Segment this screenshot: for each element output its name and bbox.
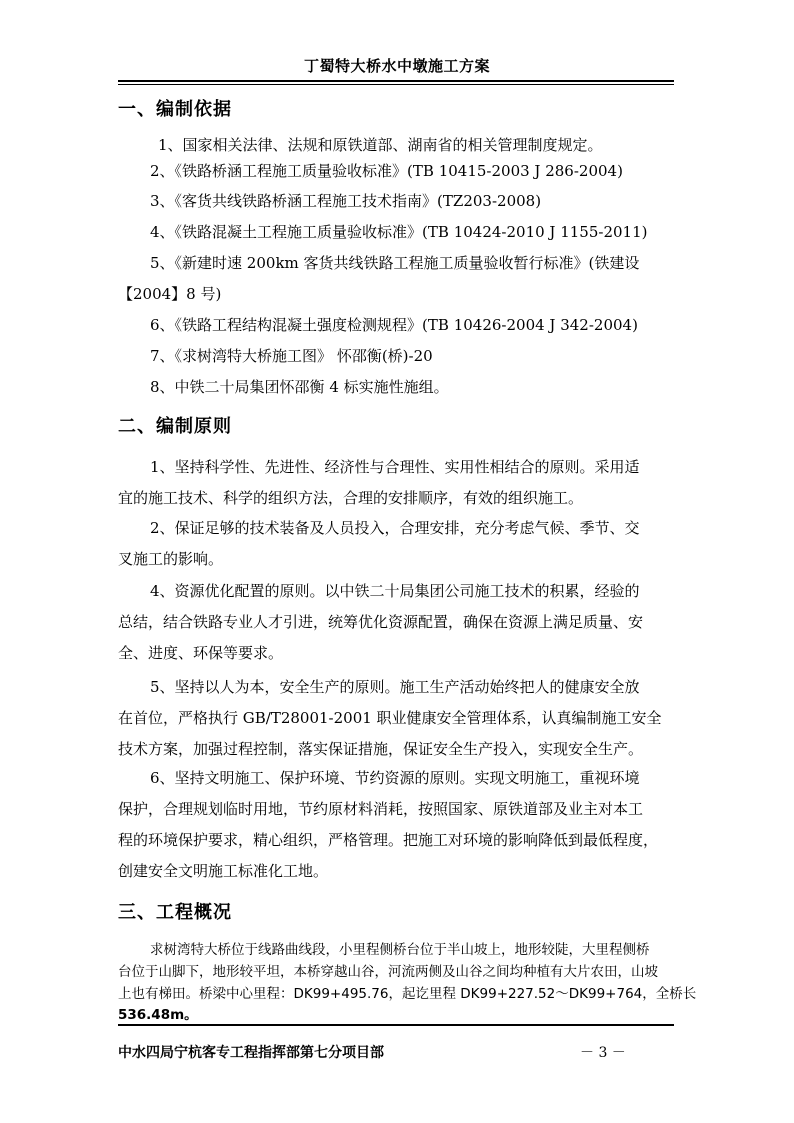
list-item: 7、《求树湾特大桥施工图》 怀邵衡(桥)-20 bbox=[150, 347, 433, 365]
paragraph-line: 1、坚持科学性、先进性、经济性与合理性、实用性相结合的原则。采用适 bbox=[150, 458, 640, 476]
list-item: 3、《客货共线铁路桥涵工程施工技术指南》(TZ203-2008) bbox=[150, 192, 542, 210]
list-item: 5、《新建时速 200km 客货共线铁路工程施工质量验收暂行标准》(铁建设 bbox=[150, 254, 640, 272]
list-item: 【2004】8 号) bbox=[118, 285, 222, 303]
paragraph-line: 创建安全文明施工标准化工地。 bbox=[118, 862, 329, 880]
list-item: 1、国家相关法律、法规和原铁道部、湖南省的相关管理制度规定。 bbox=[158, 136, 603, 154]
paragraph-line: 总结，结合铁路专业人才引进，统筹优化资源配置，确保在资源上满足质量、安 bbox=[118, 613, 644, 631]
paragraph-line: 求树湾特大桥位于线路曲线段，小里程侧桥台位于半山坡上，地形较陡，大里程侧桥 bbox=[150, 942, 650, 958]
page-header-title: 丁蜀特大桥水中墩施工方案 bbox=[303, 57, 490, 75]
paragraph-line: 技术方案，加强过程控制，落实保证措施，保证安全生产投入，实现安全生产。 bbox=[118, 740, 644, 758]
paragraph-line: 程的环境保护要求，精心组织，严格管理。把施工对环境的影响降低到最低程度， bbox=[118, 831, 659, 849]
footer-rule bbox=[118, 1024, 674, 1026]
footer-organization: 中水四局宁杭客专工程指挥部第七分项目部 bbox=[118, 1045, 384, 1061]
paragraph-line: 台位于山脚下，地形较平坦，本桥穿越山谷，河流两侧及山谷之间均种植有大片农田，山坡 bbox=[118, 964, 658, 980]
header-rule bbox=[118, 80, 674, 82]
page-number: － 3 － bbox=[580, 1045, 626, 1061]
list-item: 4、《铁路混凝土工程施工质量验收标准》(TB 10424-2010 J 1155-2011) bbox=[150, 223, 648, 241]
paragraph-line: 叉施工的影响。 bbox=[118, 550, 224, 568]
paragraph-line: 2、保证足够的技术装备及人员投入，合理安排，充分考虑气候、季节、交 bbox=[150, 519, 640, 537]
paragraph-line: 5、坚持以人为本，安全生产的原则。施工生产活动始终把人的健康安全放 bbox=[150, 678, 640, 696]
section-heading-basis: 一、编制依据 bbox=[118, 99, 232, 120]
paragraph-line: 536.48m。 bbox=[118, 1007, 198, 1023]
list-item: 8、中铁二十局集团怀邵衡 4 标实施性施组。 bbox=[150, 378, 449, 396]
paragraph-line: 宜的施工技术、科学的组织方法，合理的安排顺序，有效的组织施工。 bbox=[118, 489, 584, 507]
paragraph-line: 在首位，严格执行 GB/T28001-2001 职业健康安全管理体系，认真编制施工安全 bbox=[118, 709, 662, 727]
paragraph-line: 全、进度、环保等要求。 bbox=[118, 644, 284, 662]
paragraph-line: 6、坚持文明施工、保护环境、节约资源的原则。实现文明施工，重视环境 bbox=[150, 769, 640, 787]
section-heading-principles: 二、编制原则 bbox=[118, 416, 232, 437]
list-item: 6、《铁路工程结构混凝土强度检测规程》(TB 10426-2004 J 342-2004) bbox=[150, 316, 638, 334]
list-item: 2、《铁路桥涵工程施工质量验收标准》(TB 10415-2003 J 286-2004) bbox=[150, 162, 623, 180]
section-heading-overview: 三、工程概况 bbox=[118, 902, 232, 923]
header-rule-thin bbox=[118, 84, 674, 85]
paragraph-line: 保护，合理规划临时用地，节约原材料消耗，按照国家、原铁道部及业主对本工 bbox=[118, 800, 644, 818]
paragraph-line: 4、资源优化配置的原则。以中铁二十局集团公司施工技术的积累，经验的 bbox=[150, 582, 640, 600]
paragraph-line: 上也有梯田。桥梁中心里程：DK99+495.76，起讫里程 DK99+227.52～DK99+764，全桥长 bbox=[118, 986, 697, 1002]
